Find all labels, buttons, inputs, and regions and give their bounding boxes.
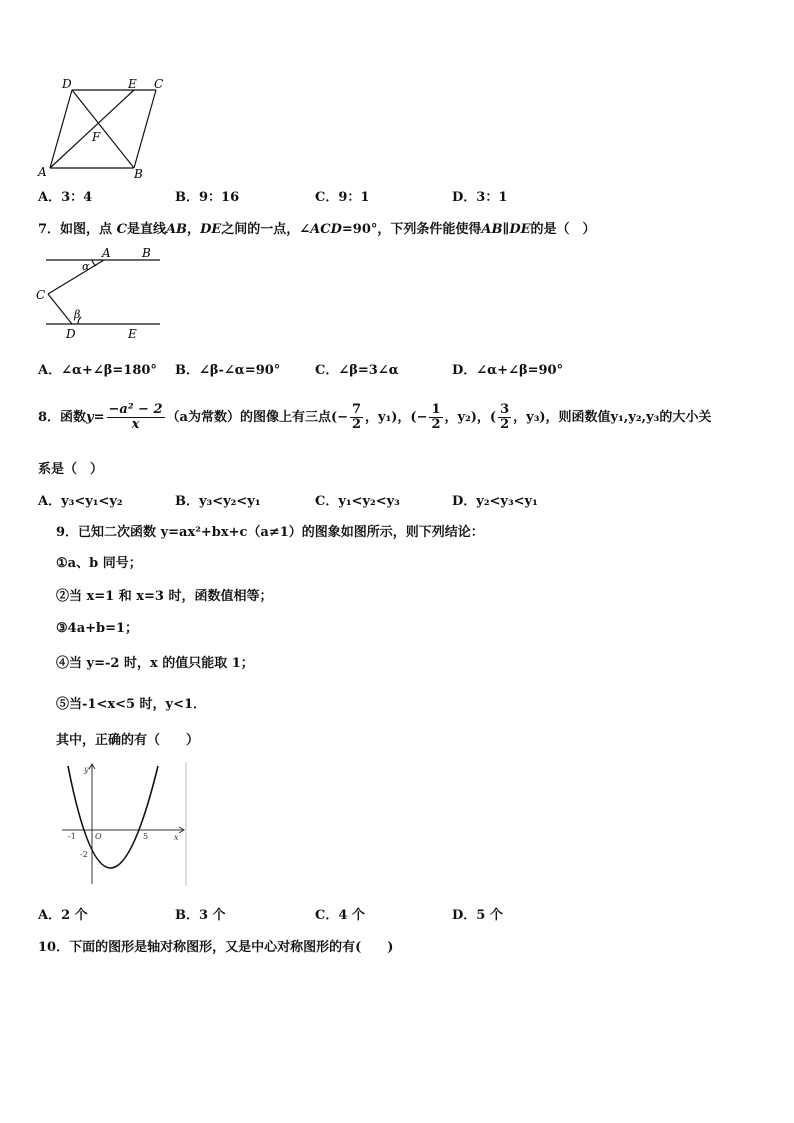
q9-label-neg1: -1 [68,832,76,841]
q8-equals: = [93,410,105,425]
q8-text-points: （a为常数）的图像上有三点(− [166,410,348,425]
q8-fraction-2 [429,403,442,433]
q7-text-3: 之间的一点，∠ [221,222,311,237]
q7-label-B: B [142,246,151,260]
q7-label-alpha: α [82,260,90,273]
q9-item-5: ⑤当-1<x<5 时，y<1． [56,697,207,712]
q8-p2-y: ，y₂)，( [444,410,497,425]
q9-item-1: ①a、b 同号； [56,556,142,571]
label-B: B [134,167,143,180]
q7-figure [34,244,164,344]
label-C: C [154,77,164,91]
label-D: D [62,77,72,91]
q9-item-4: ④当 y=-2 时，x 的值只能取 1； [56,656,254,671]
q7-comma: ， [187,222,201,237]
q7-option-c: C．∠β=3∠α [315,363,399,378]
q7-text-1: 如图，点 [60,222,113,237]
q8-p1-num: 7 [351,401,362,417]
label-F: F [92,130,101,144]
q8-p3-y: ，y₃)，则函数值y₁,y₂,y₃的大小关 [513,410,712,425]
q9-label-y: y [84,765,89,774]
parallelogram-figure [36,74,166,180]
q7-label-E: E [128,327,137,341]
q7-label-A: A [102,246,111,260]
q7-option-d: D．∠α+∠β=90° [452,363,564,378]
q9-option-a: A．2 个 [38,908,88,923]
q7-label-D: D [66,327,76,341]
q10-question: 10．下面的图形是轴对称图形，又是中心对称图形的有( ) [38,940,394,955]
label-A: A [38,165,47,179]
q9-option-c: C．4 个 [315,908,365,923]
q8-fraction-denominator: x [131,417,140,432]
q7-label-beta: β [74,308,81,321]
label-E: E [128,77,137,91]
q9-label-O: O [95,832,102,841]
q8-question [38,400,711,436]
q7-question [38,218,596,237]
q7-point-c: C [116,222,127,237]
q7-number: 7． [38,222,61,237]
q7-text-5: 的是（ ） [530,222,596,237]
q8-fraction-numerator: −a² − 2 [108,401,163,417]
q8-function-fraction [107,403,165,433]
q8-p2-den: 2 [431,417,441,432]
q7-line-ab: AB [165,222,188,237]
q9-item-3: ③4a+b=1； [56,621,139,636]
q8-option-b: B．y₃<y₂<y₁ [175,494,261,509]
q7-option-b: B．∠β-∠α=90° [175,363,281,378]
q9-item-2: ②当 x=1 和 x=3 时，函数值相等； [56,589,273,604]
q7-label-C: C [36,288,46,302]
q8-p1-y: ，y₁)，(− [365,410,428,425]
q6-option-a: A．3：4 [38,190,93,205]
q8-p3-num: 3 [500,401,510,417]
q7-line-de: DE [200,222,222,237]
q9-parabola-graph [58,760,190,888]
q9-label-neg2: -2 [80,850,88,859]
q9-intro: 9．已知二次函数 y=ax²+bx+c（a≠1）的图象如图所示，则下列结论： [56,525,484,540]
q8-line-2: 系是（ ） [38,462,104,477]
q8-fraction-3 [498,403,511,433]
q8-option-a: A．y₃<y₁<y₂ [38,494,123,509]
q9-option-d: D．5 个 [452,908,503,923]
q8-p1-den: 2 [351,417,362,432]
q8-option-c: C．y₁<y₂<y₃ [315,494,400,509]
q7-parallel: AB∥DE [481,222,531,237]
q9-option-b: B．3 个 [175,908,226,923]
q7-text-2: 是直线 [126,222,166,237]
q9-label-x: x [174,833,179,842]
q9-label-five: 5 [143,832,149,841]
q8-number: 8．函数 [38,410,87,425]
q8-p3-den: 2 [500,417,510,432]
q7-option-a: A．∠α+∠β=180° [38,363,157,378]
q6-option-b: B．9：16 [175,190,240,205]
q6-option-c: C．9：1 [315,190,370,205]
q8-p2-num: 1 [431,401,441,417]
q7-text-4: =90°，下列条件能使得 [341,222,482,237]
q8-option-d: D．y₂<y₃<y₁ [452,494,538,509]
q8-fraction-1 [350,403,363,433]
q8-func-y: y [86,410,94,425]
q9-question: 其中，正确的有（ ） [56,733,200,748]
q6-option-d: D．3：1 [452,190,508,205]
q7-angle-acd: ACD [310,222,342,237]
